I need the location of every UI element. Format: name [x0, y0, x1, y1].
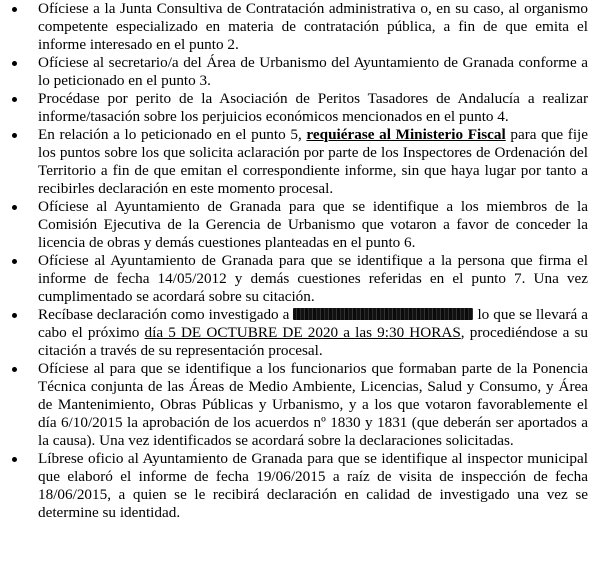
bullet-icon: [12, 457, 17, 462]
item-text: Líbrese oficio al Ayuntamiento de Granada para que se identifique al inspector municipal que elaboró el informe de fecha 19/06/2015 a raíz de visita de inspección de fecha 18/06/2015, a quien se le recibirá declaración en calidad de investigado una vez se determine su identidad.: [38, 450, 588, 521]
item-text: Ofíciese al Ayuntamiento de Granada para que se identifique a la persona que firma el informe de fecha 14/05/2012 y demás cuestiones referidas en el punto 7. Una vez cumplimentado se acordará sobre su citación.: [38, 252, 588, 305]
item-text: Ofíciese al Ayuntamiento de Granada para que se identifique a los miembros de la Comisión Ejecutiva de la Gerencia de Urbanismo que votaron a favor de conceder la licencia de obras y demás cuestiones planteadas en el punto 6.: [38, 198, 588, 251]
item-text-pre: Recíbase declaración como investigado a: [38, 306, 294, 323]
bullet-icon: [12, 133, 17, 138]
item-text-date: día 5 DE OCTUBRE DE 2020 a las 9:30 HORAS: [144, 324, 461, 341]
list-item: [0, 54, 606, 90]
item-text: Procédase por perito de la Asociación de Peritos Tasadores de Andalucía a realizar informe/tasación sobre los perjuicios económicos mencionados en el punto 4.: [38, 90, 588, 125]
item-text-post: , procediéndose a su citación a través de su representación procesal.: [38, 324, 588, 359]
item-text-post: para que fije los puntos sobre los que solicita aclaración por parte de los Inspectores de Ordenación del Territorio a fin de que emitan el correspondiente informe, sin que haya lugar por tanto a recibirles declaración en este momento procesal.: [38, 126, 588, 197]
item-text-pre: En relación a lo peticionado en el punto 5,: [38, 126, 307, 143]
list-item: [0, 90, 606, 126]
list-item: [0, 198, 606, 252]
list-item: [0, 0, 606, 54]
bullet-icon: [12, 7, 17, 12]
bullet-icon: [12, 259, 17, 264]
bullet-icon: [12, 205, 17, 210]
list-item: [0, 306, 606, 360]
list-item: [0, 252, 606, 306]
item-text: Ofíciese a la Junta Consultiva de Contratación administrativa o, en su caso, al organismo competente especializado en materia de contratación pública, a fin de que emita el informe interesado en el punto 2.: [38, 0, 588, 53]
item-text-mid: lo que se llevará a cabo el próximo: [38, 306, 588, 341]
bullet-icon: [12, 367, 17, 372]
redacted-name: [293, 308, 473, 320]
bullet-icon: [12, 313, 17, 318]
item-text: Ofíciese al para que se identifique a los funcionarios que formaban parte de la Ponencia Técnica conjunta de las Áreas de Medio Ambiente, Licencias, Salud y Consumo, y Área de Mantenimiento, Obras Públicas y Urbanismo, y a los que votaron favorablemente el día 6/10/2015 la aprobación de los acuerdos nº 1830 y 1831 (que deberán ser aportados a la causa). Una vez identificados se acordará sobre la declaraciones solicitadas.: [38, 360, 588, 449]
list-item: [0, 360, 606, 450]
list-item: [0, 450, 606, 522]
item-text-emphasis: requiérase al Ministerio Fiscal: [306, 126, 506, 143]
bullet-icon: [12, 61, 17, 66]
bullet-icon: [12, 97, 17, 102]
list-item: [0, 126, 606, 198]
item-text: Ofíciese al secretario/a del Área de Urbanismo del Ayuntamiento de Granada conforme a lo peticionado en el punto 3.: [38, 54, 588, 89]
